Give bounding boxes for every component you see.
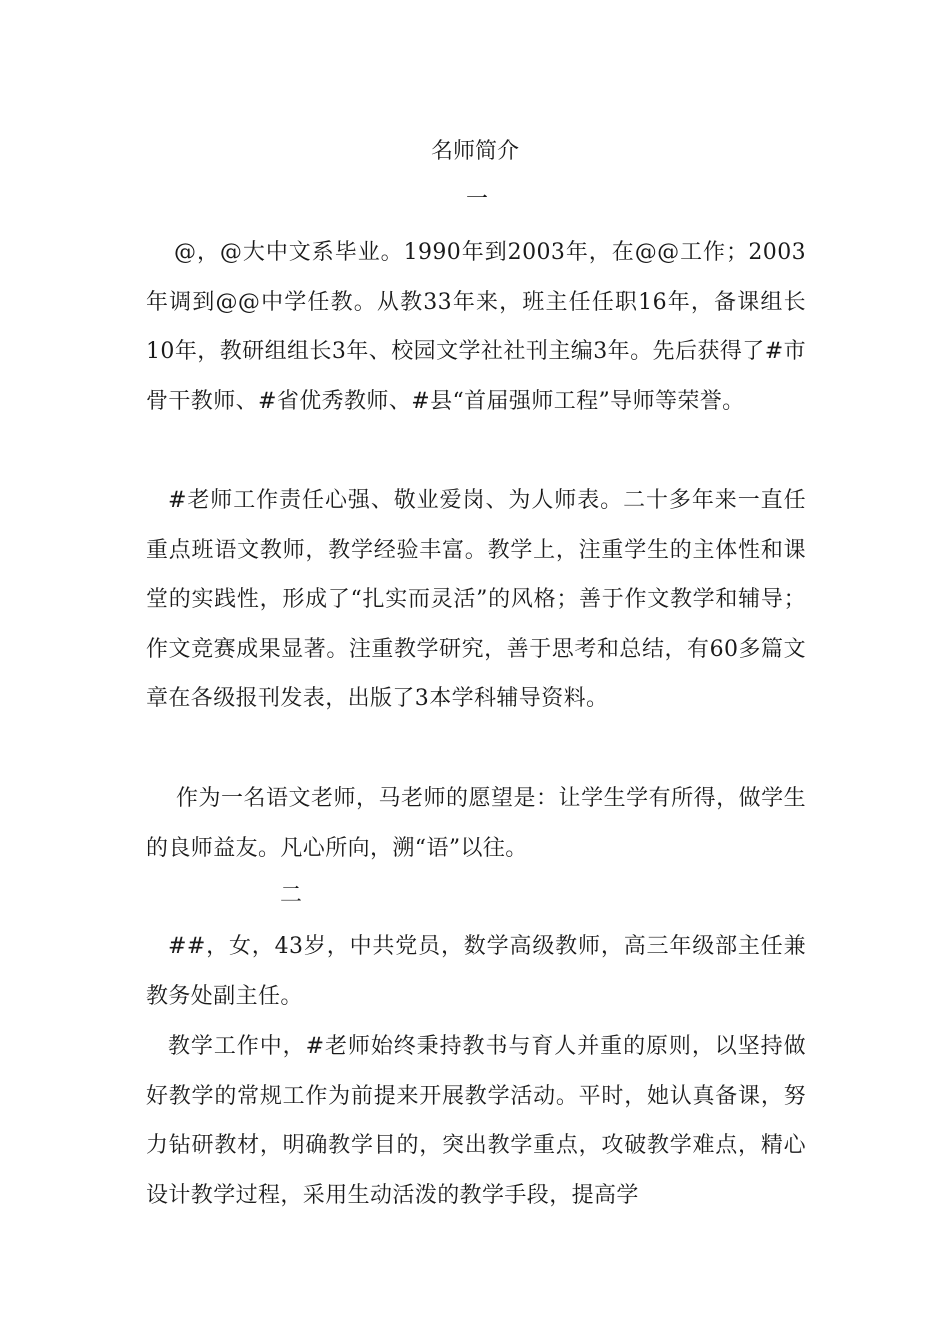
paragraph-teacher-two-teaching: 教学工作中，#老师始终秉持教书与育人并重的原则，以坚持做好教学的常规工作为前提来开展教学活动。平时，她认真备课，努力钻研教材，明确教学目的，突出教学重点，攻破教学难点，精心设计教学过程，采用生动活泼的教学手段，提高学: [146, 1034, 806, 1208]
document-title: 名师简介: [430, 139, 519, 164]
paragraph-teacher-one-teaching: #老师工作责任心强、敬业爱岗、为人师表。二十多年来一直任重点班语文教师，教学经验丰富。教学上，注重学生的主体性和课堂的实践性，形成了“扎实而灵活”的风格；善于作文教学和辅导；作文竞赛成果显著。注重教学研究，善于思考和总结，有60多篇文章在各级报刊发表，出版了3本学科辅导资料。: [146, 488, 806, 712]
paragraph-teacher-one-wish: 作为一名语文老师，马老师的愿望是：让学生学有所得，做学生的良师益友。凡心所向，溯“语”以往。: [146, 786, 806, 861]
paragraph-teacher-one-background: @，@大中文系毕业。1990年到2003年，在@@工作；2003年调到@@中学任教。从教33年来，班主任任职16年，备课组长10年，教研组组长3年、校园文学社社刊主编3年。先后获得了#市骨干教师、#省优秀教师、#县“首届强师工程”导师等荣誉。: [146, 240, 806, 414]
paragraph-teacher-two-profile: ##，女，43岁，中共党员，数学高级教师，高三年级部主任兼教务处副主任。: [146, 934, 806, 1009]
section-two-marker: 二: [280, 883, 303, 908]
section-one-marker: 一: [466, 187, 489, 212]
